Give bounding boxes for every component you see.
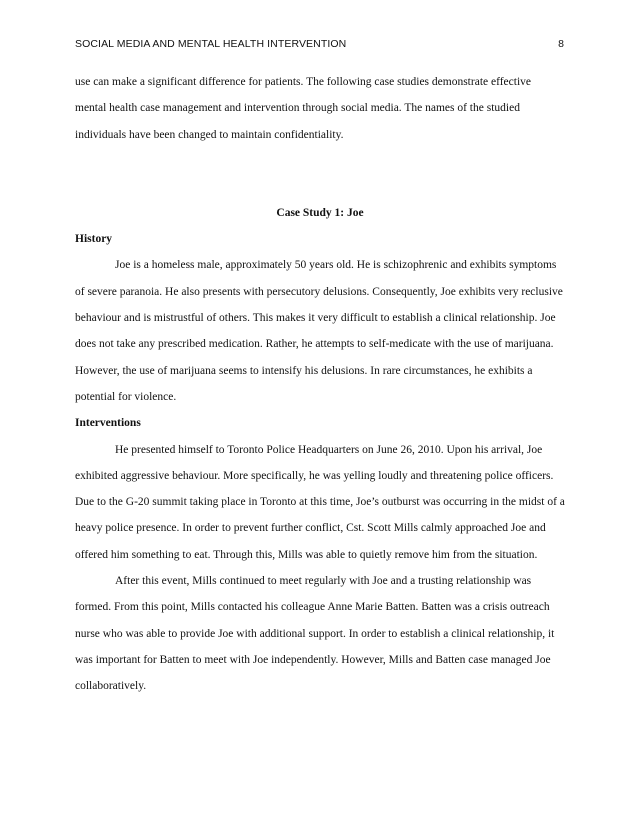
document-body (75, 69, 565, 700)
interventions-paragraph-1: He presented himself to Toronto Police Headquarters on June 26, 2010. Upon his arrival, Joe exhibited aggressive behaviour. More specifically, he was yelling loudly and threatening police officers. Due to the G-20 summit taking place in Toronto at this time, Joe’s outburst was occurring in the midst of a heavy police presence. In order to prevent further conflict, Cst. Scott Mills calmly approached Joe and offered him something to eat. Through this, Mills was able to quietly remove him from the situation. (75, 443, 565, 561)
history-paragraph: Joe is a homeless male, approximately 50 years old. He is schizophrenic and exhibits symptoms of severe paranoia. He also presents with persecutory delusions. Consequently, Joe exhibits very reclusive behaviour and is mistrustful of others. This makes it very difficult to establish a clinical relationship. Joe does not take any prescribed medication. Rather, he attempts to self-medicate with the use of marijuana. However, the use of marijuana seems to intensify his delusions. In rare circumstances, he exhibits a potential for violence. (75, 259, 563, 403)
case-study-title: Case Study 1: Joe (276, 206, 364, 219)
interventions-heading: Interventions (75, 417, 141, 430)
history-heading: History (75, 233, 113, 246)
page-number: 8 (558, 38, 564, 50)
running-head: SOCIAL MEDIA AND MENTAL HEALTH INTERVENTION (75, 38, 347, 50)
intro-paragraph: use can make a significant difference for patients. The following case studies demonstrate effective mental health case management and intervention through social media. The names of the studied individuals have been changed to maintain confidentiality. (75, 76, 531, 141)
interventions-paragraph-2: After this event, Mills continued to meet regularly with Joe and a trusting relationship was formed. From this point, Mills contacted his colleague Anne Marie Batten. Batten was a crisis outreach nurse who was able to provide Joe with additional support. In order to establish a clinical relationship, it was important for Batten to meet with Joe independently. However, Mills and Batten case managed Joe collaboratively. (75, 575, 555, 693)
